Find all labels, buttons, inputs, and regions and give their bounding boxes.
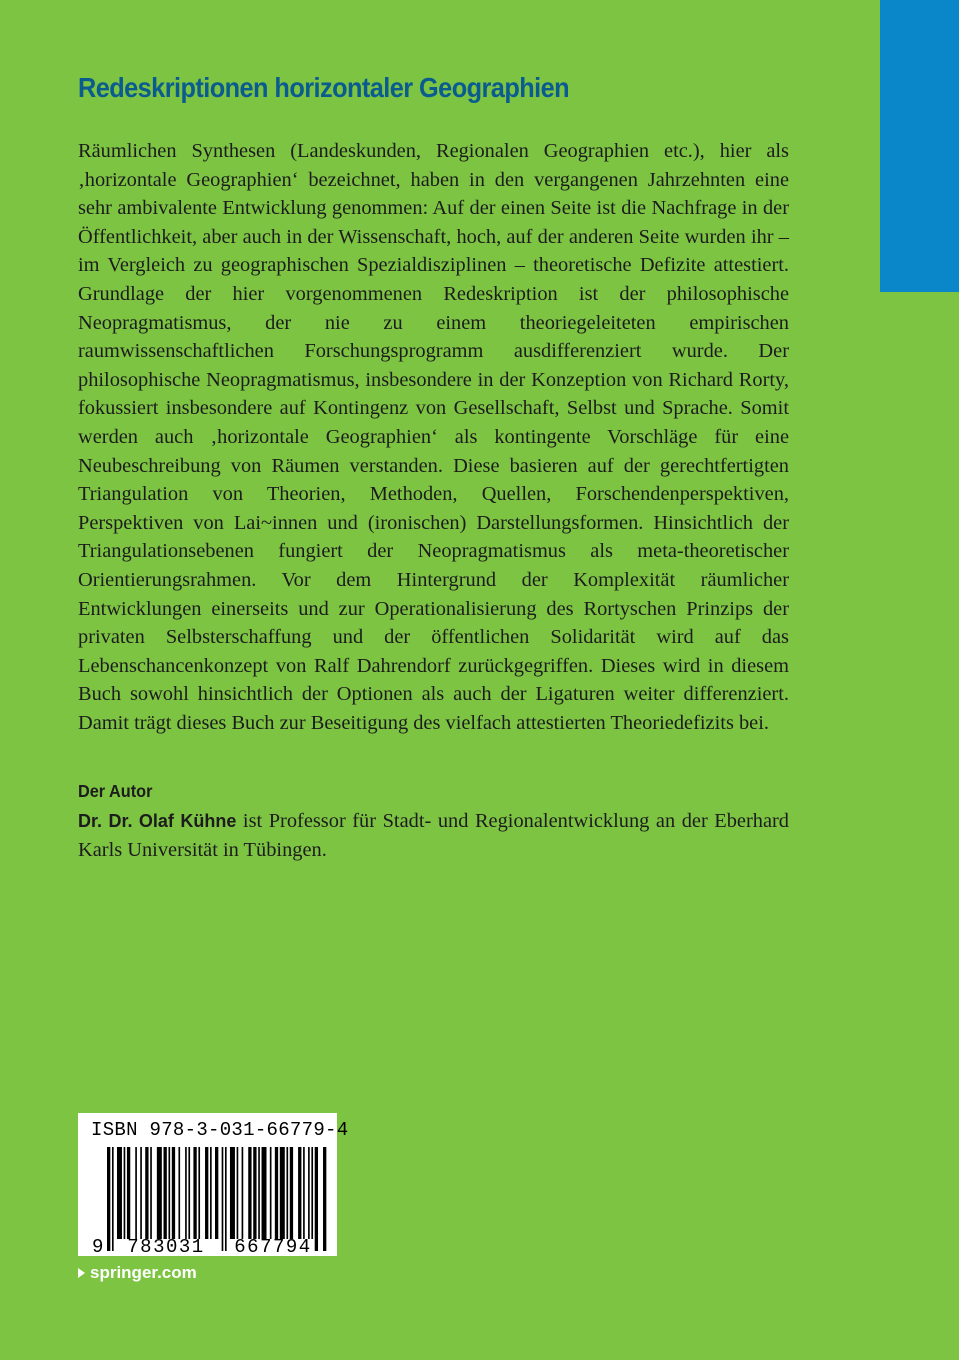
barcode-bar [270, 1147, 272, 1239]
barcode-bar [308, 1147, 310, 1239]
barcode-bar [210, 1147, 212, 1239]
publisher-link[interactable] [78, 1263, 197, 1283]
barcode-bar [127, 1147, 130, 1239]
barcode-bar [290, 1147, 293, 1239]
barcode-bar [172, 1147, 175, 1239]
author-name: Dr. Dr. Olaf Kühne [78, 811, 237, 831]
barcode-bar [230, 1147, 235, 1239]
barcode-bar [286, 1147, 288, 1239]
barcode-digits: 667794 [234, 1236, 312, 1256]
barcode-bar [237, 1147, 239, 1239]
barcode-bar [222, 1147, 224, 1251]
barcode-bar [188, 1147, 190, 1239]
barcode-bar [262, 1147, 267, 1239]
barcode-bar [140, 1147, 142, 1239]
barcode-bar [193, 1147, 196, 1239]
barcode-digits: 783031 [127, 1236, 205, 1256]
barcode-bar [253, 1147, 256, 1239]
barcode-bar [311, 1147, 313, 1239]
author-heading: Der Autor [78, 781, 153, 801]
barcode-bar [198, 1147, 200, 1239]
isbn-barcode [78, 1113, 349, 1256]
arrow-right-icon [78, 1268, 85, 1278]
barcode-bar [275, 1147, 278, 1239]
isbn-label: ISBN 978-3-031-66779-4 [91, 1119, 349, 1141]
barcode-bar [215, 1147, 218, 1239]
barcode-bar [168, 1147, 170, 1239]
barcode-graphic [78, 1113, 337, 1256]
barcode-bar [150, 1147, 152, 1239]
blue-accent-tab [880, 0, 959, 292]
barcode-bar [258, 1147, 260, 1239]
barcode-bar [185, 1147, 187, 1239]
barcode-bar [323, 1147, 326, 1251]
barcode-bar [242, 1147, 244, 1239]
publisher-link-label: springer.com [90, 1263, 197, 1282]
barcode-digits: 9 [92, 1236, 105, 1256]
barcode-bar [157, 1147, 162, 1239]
barcode-bar [205, 1147, 208, 1239]
barcode-bar [164, 1147, 167, 1239]
barcode-bar [225, 1147, 227, 1251]
barcode-bar [298, 1147, 301, 1239]
barcode-bar [315, 1147, 318, 1251]
barcode-bar [124, 1147, 126, 1239]
barcode-bar [145, 1147, 148, 1239]
barcode-bar [112, 1147, 114, 1251]
barcode-bar [178, 1147, 180, 1239]
book-title: Redeskriptionen horizontaler Geographien [78, 72, 570, 103]
barcode-bar [135, 1147, 137, 1239]
book-description: Räumlichen Synthesen (Landeskunden, Regionalen Geographien etc.), hier als ‚horizontale Geographien‘ bezeichnet, haben in den vergangenen Jahrzehnten eine sehr ambivalente Entwicklung genommen: Auf der einen Seite ist die Nachfrage in der Öffentlichkeit, aber auch in der Wissenschaft, hoch, auf der anderen Seite wurden ihr – im Vergleich zu geographischen Spezialdisziplinen – theoretische Defizite attestiert. Grundlage der hier vorgenommenen Redeskription ist der philosophische Neopragmatismus, der nie zu einem theoriegeleiteten empirischen raumwissenschaftlichen Forschungsprogramm ausdifferenziert wurde. Der philosophische Neopragmatismus, insbesondere in der Konzeption von Richard Rorty, fokussiert insbesondere auf Kontingenz von Gesellschaft, Selbst und Sprache. Somit werden auch ‚horizontale Geographien‘ als kontingente Vorschläge für eine Neubeschreibung von Räumen verstanden. Diese basieren auf der gerechtfertigten Triangulation von Theorien, Methoden, Quellen, Forschendenperspektiven, Perspektiven von Lai~innen und (ironischen) Darstellungsformen. Hinsichtlich der Triangulationsebenen fungiert der Neopragmatismus als meta-theoretischer Orientierungsrahmen. Vor dem Hintergrund der Komplexität räumlicher Entwicklungen einerseits und zur Operationalisierung des Rortyschen Prinzips der privaten Selbsterschaffung und der öffentlichen Solidarität wird auf das Lebenschancenkonzept von Ralf Dahrendorf zurückgegriffen. Dieses wird in diesem Buch sowohl hinsichtlich der Optionen als auch der Ligaturen weiter differenziert. Damit trägt dieses Buch zur Beseitigung des vielfach attestierten Theoriedefizits bei. [78, 140, 789, 734]
barcode-bar [117, 1147, 122, 1239]
author-description: ist Professor für Stadt- und Regionalentwicklung an der Eberhard Karls Universität in Tübingen. [78, 810, 789, 861]
barcode-bar [303, 1147, 305, 1239]
author-bio [78, 807, 789, 864]
barcode-bar [248, 1147, 251, 1239]
barcode-bar [107, 1147, 110, 1251]
barcode-bar [280, 1147, 285, 1239]
